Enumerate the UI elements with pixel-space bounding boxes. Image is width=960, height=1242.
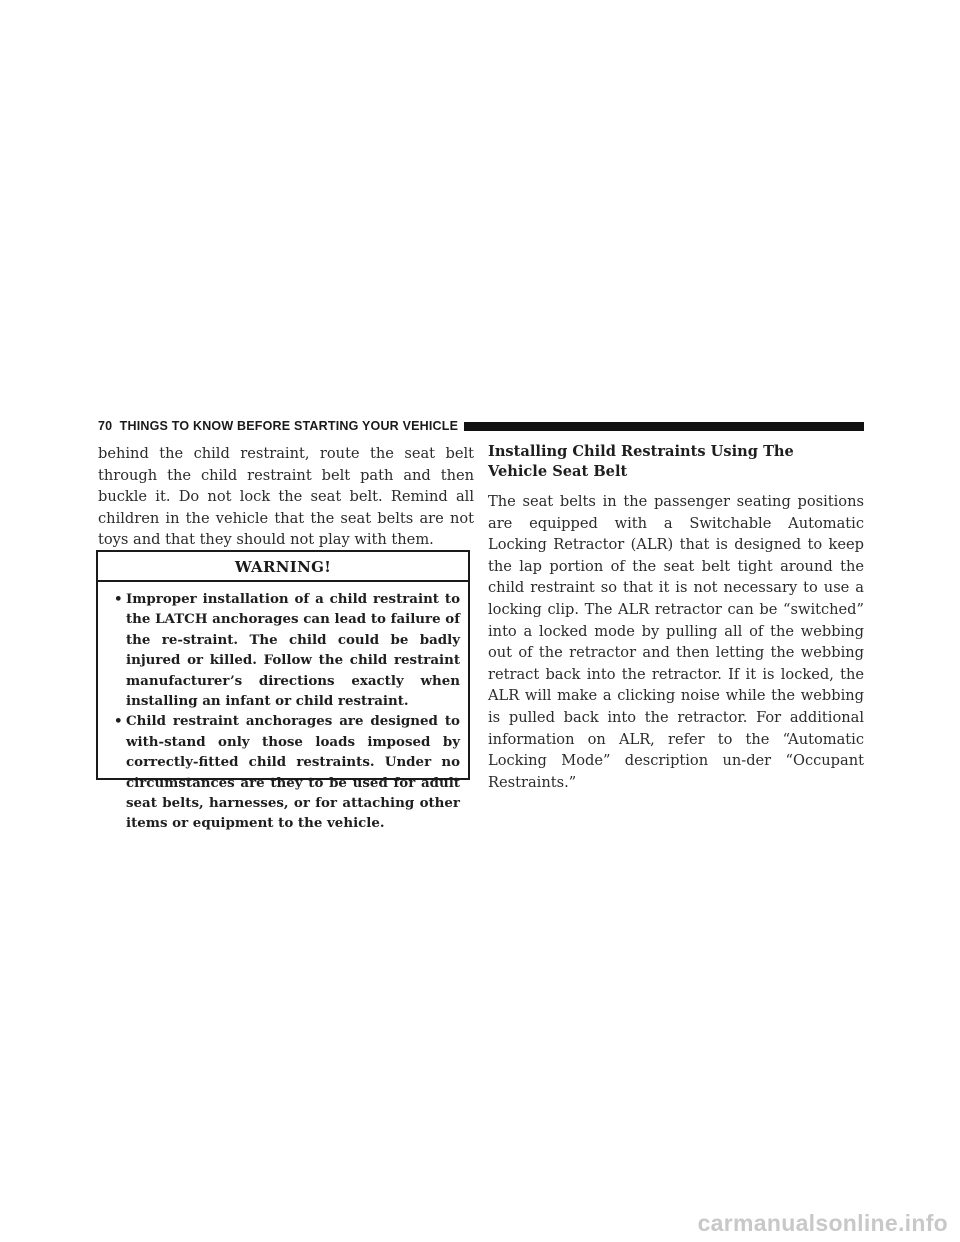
intro-paragraph: behind the child restraint, route the seat belt through the child restraint belt path and then buckle it. Do not lock the seat belt. Remind all children in the vehicle that the seat belts are not toys and that they should not play with them. (98, 445, 474, 549)
bullet-icon: • (114, 713, 123, 730)
warning-list (98, 582, 468, 834)
header-label (98, 419, 458, 433)
warning-item (114, 589, 460, 711)
header-rule (464, 422, 864, 431)
page-number: 70 (98, 419, 113, 433)
body-paragraph: The seat belts in the passenger seating positions are equipped with a Switchable Automatic Locking Retractor (ALR) that is designed to keep the lap portion of the seat belt tight around the child restraint so that it is not necessary to use a locking clip. The ALR retractor can be “switched” into a locked mode by pulling all of the webbing out of the retractor and then letting the webbing retract back into the retractor. If it is locked, the ALR will make a clicking noise while the webbing is pulled back into the retractor. For additional information on ALR, refer to the “Automatic Locking Mode” description un-der “Occupant Restraints.” (488, 493, 864, 791)
bullet-icon: • (114, 591, 123, 607)
warning-item (114, 711, 460, 833)
site-watermark: carmanualsonline.info (697, 1210, 948, 1236)
warning-item-text: Child restraint anchorages are designed to with-stand only those loads imposed by correctly-fitted child restraints. Under no circumstances are they to be used for adult seat belts, harnesses, or for attaching other items or equipment to the vehicle. (126, 713, 460, 832)
page-header (98, 414, 864, 438)
warning-title: WARNING! (98, 552, 468, 582)
section-title: THINGS TO KNOW BEFORE STARTING YOUR VEHICLE (119, 419, 459, 433)
warning-item-text: Improper installation of a child restraint to the LATCH anchorages can lead to failure of the re-straint. The child could be badly injured or killed. Follow the child restraint manufacturer’s directions exactly when installing an infant or child restraint. (126, 591, 460, 710)
left-column (98, 443, 474, 551)
right-column (488, 442, 864, 793)
section-heading: Installing Child Restraints Using The Vehicle Seat Belt (488, 443, 794, 480)
warning-box (96, 550, 470, 832)
